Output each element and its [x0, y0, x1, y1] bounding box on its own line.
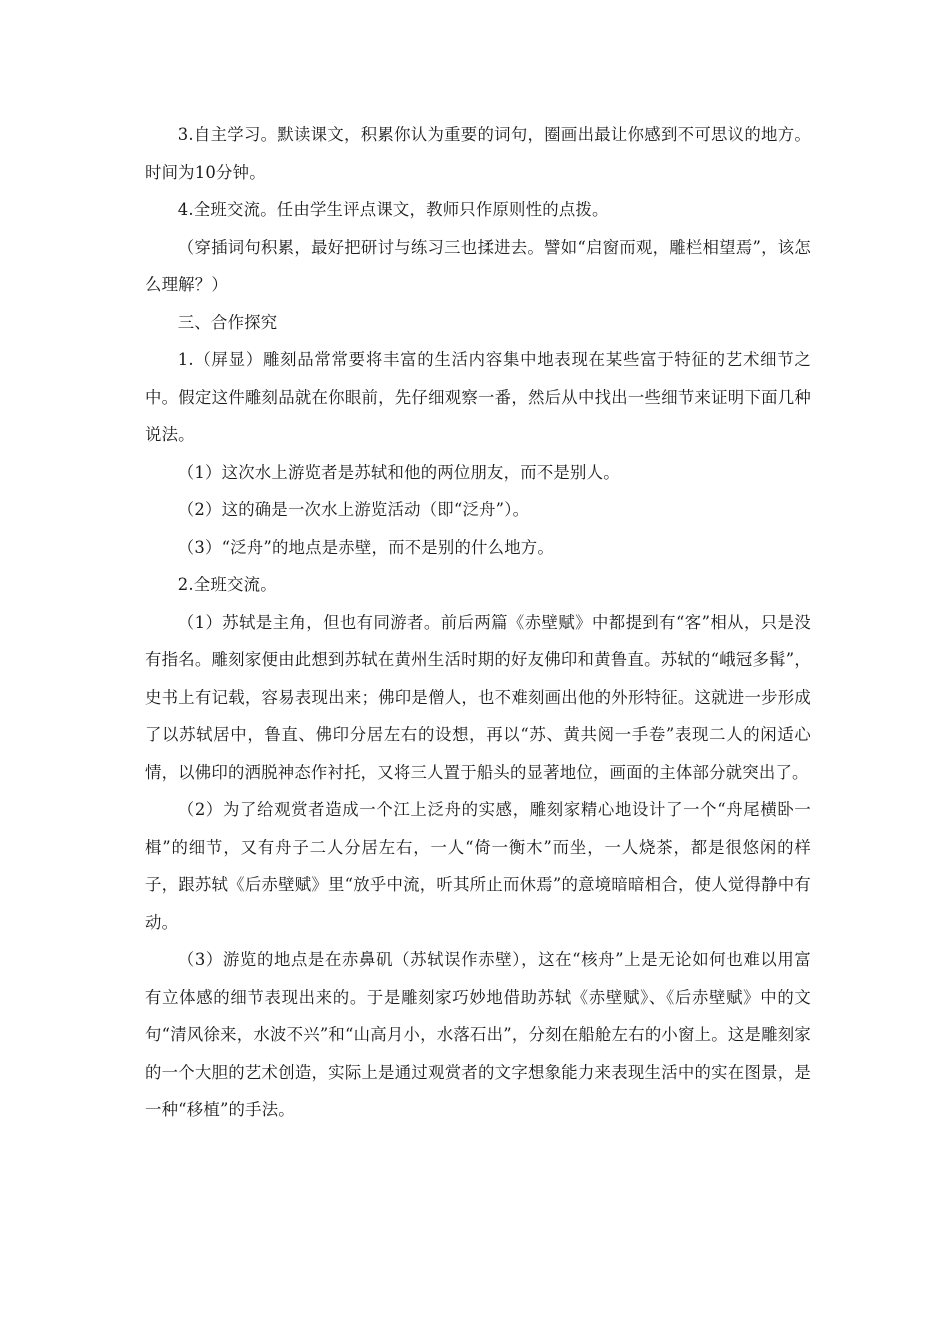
paragraph-claim-3: （3）“泛舟”的地点是赤壁，而不是别的什么地方。 — [177, 537, 554, 557]
paragraph-screen-prompt: 1.（屏显）雕刻品常常要将丰富的生活内容集中地表现在某些富于特征的艺术细节之中。假定这件雕刻品就在你眼前，先仔细观察一番，然后从中找出一些细节来证明下面几种说法。 — [145, 350, 811, 444]
document-body — [145, 116, 811, 1129]
paragraph-claim-1: （1）这次水上游览者是苏轼和他的两位朋友，而不是别人。 — [177, 462, 620, 482]
paragraph-answer-2: （2）为了给观赏者造成一个江上泛舟的实感，雕刻家精心地设计了一个“舟尾横卧一楫”的细节，又有舟子二人分居左右，一人“倚一衡木”而坐，一人烧茶，都是很悠闲的样子，跟苏轼《后赤壁赋》里“放乎中流，听其所止而休焉”的意境暗暗相合，使人觉得静中有动。 — [145, 800, 811, 932]
paragraph-answer-3: （3）游览的地点是在赤鼻矶（苏轼误作赤壁），这在“核舟”上是无论如何也难以用富有立体感的细节表现出来的。于是雕刻家巧妙地借助苏轼《赤壁赋》、《后赤壁赋》中的文句“清风徐来，水波不兴”和“山高月小，水落石出”，分刻在船舱左右的小窗上。这是雕刻家的一个大胆的艺术创造，实际上是通过观赏者的文字想象能力来表现生活中的实在图景，是一种“移植”的手法。 — [145, 950, 811, 1119]
paragraph-self-study: 3.自主学习。默读课文，积累你认为重要的词句，圈画出最让你感到不可思议的地方。时间为10分钟。 — [145, 125, 811, 182]
paragraph-whole-class-exchange: 2.全班交流。 — [177, 575, 277, 594]
paragraph-vocabulary-note: （穿插词句积累，最好把研讨与练习三也揉进去。譬如“启窗而观，雕栏相望焉”，该怎么理解？） — [145, 237, 811, 294]
paragraph-answer-1: （1）苏轼是主角，但也有同游者。前后两篇《赤壁赋》中都提到有“客”相从，只是没有指名。雕刻家便由此想到苏轼在黄州生活时期的好友佛印和黄鲁直。苏轼的“峨冠多髯”，史书上有记载，容易表现出来；佛印是僧人，也不难刻画出他的外形特征。这就进一步形成了以苏轼居中，鲁直、佛印分居左右的设想，再以“苏、黄共阅一手卷”表现二人的闲适心情，以佛印的洒脱神态作衬托，又将三人置于船头的显著地位，画面的主体部分就突出了。 — [145, 612, 811, 782]
paragraph-claim-2: （2）这的确是一次水上游览活动（即“泛舟”）。 — [177, 500, 530, 519]
section-heading-cooperative-inquiry: 三、合作探究 — [177, 312, 278, 332]
paragraph-class-discussion: 4.全班交流。任由学生评点课文，教师只作原则性的点拨。 — [177, 200, 609, 219]
